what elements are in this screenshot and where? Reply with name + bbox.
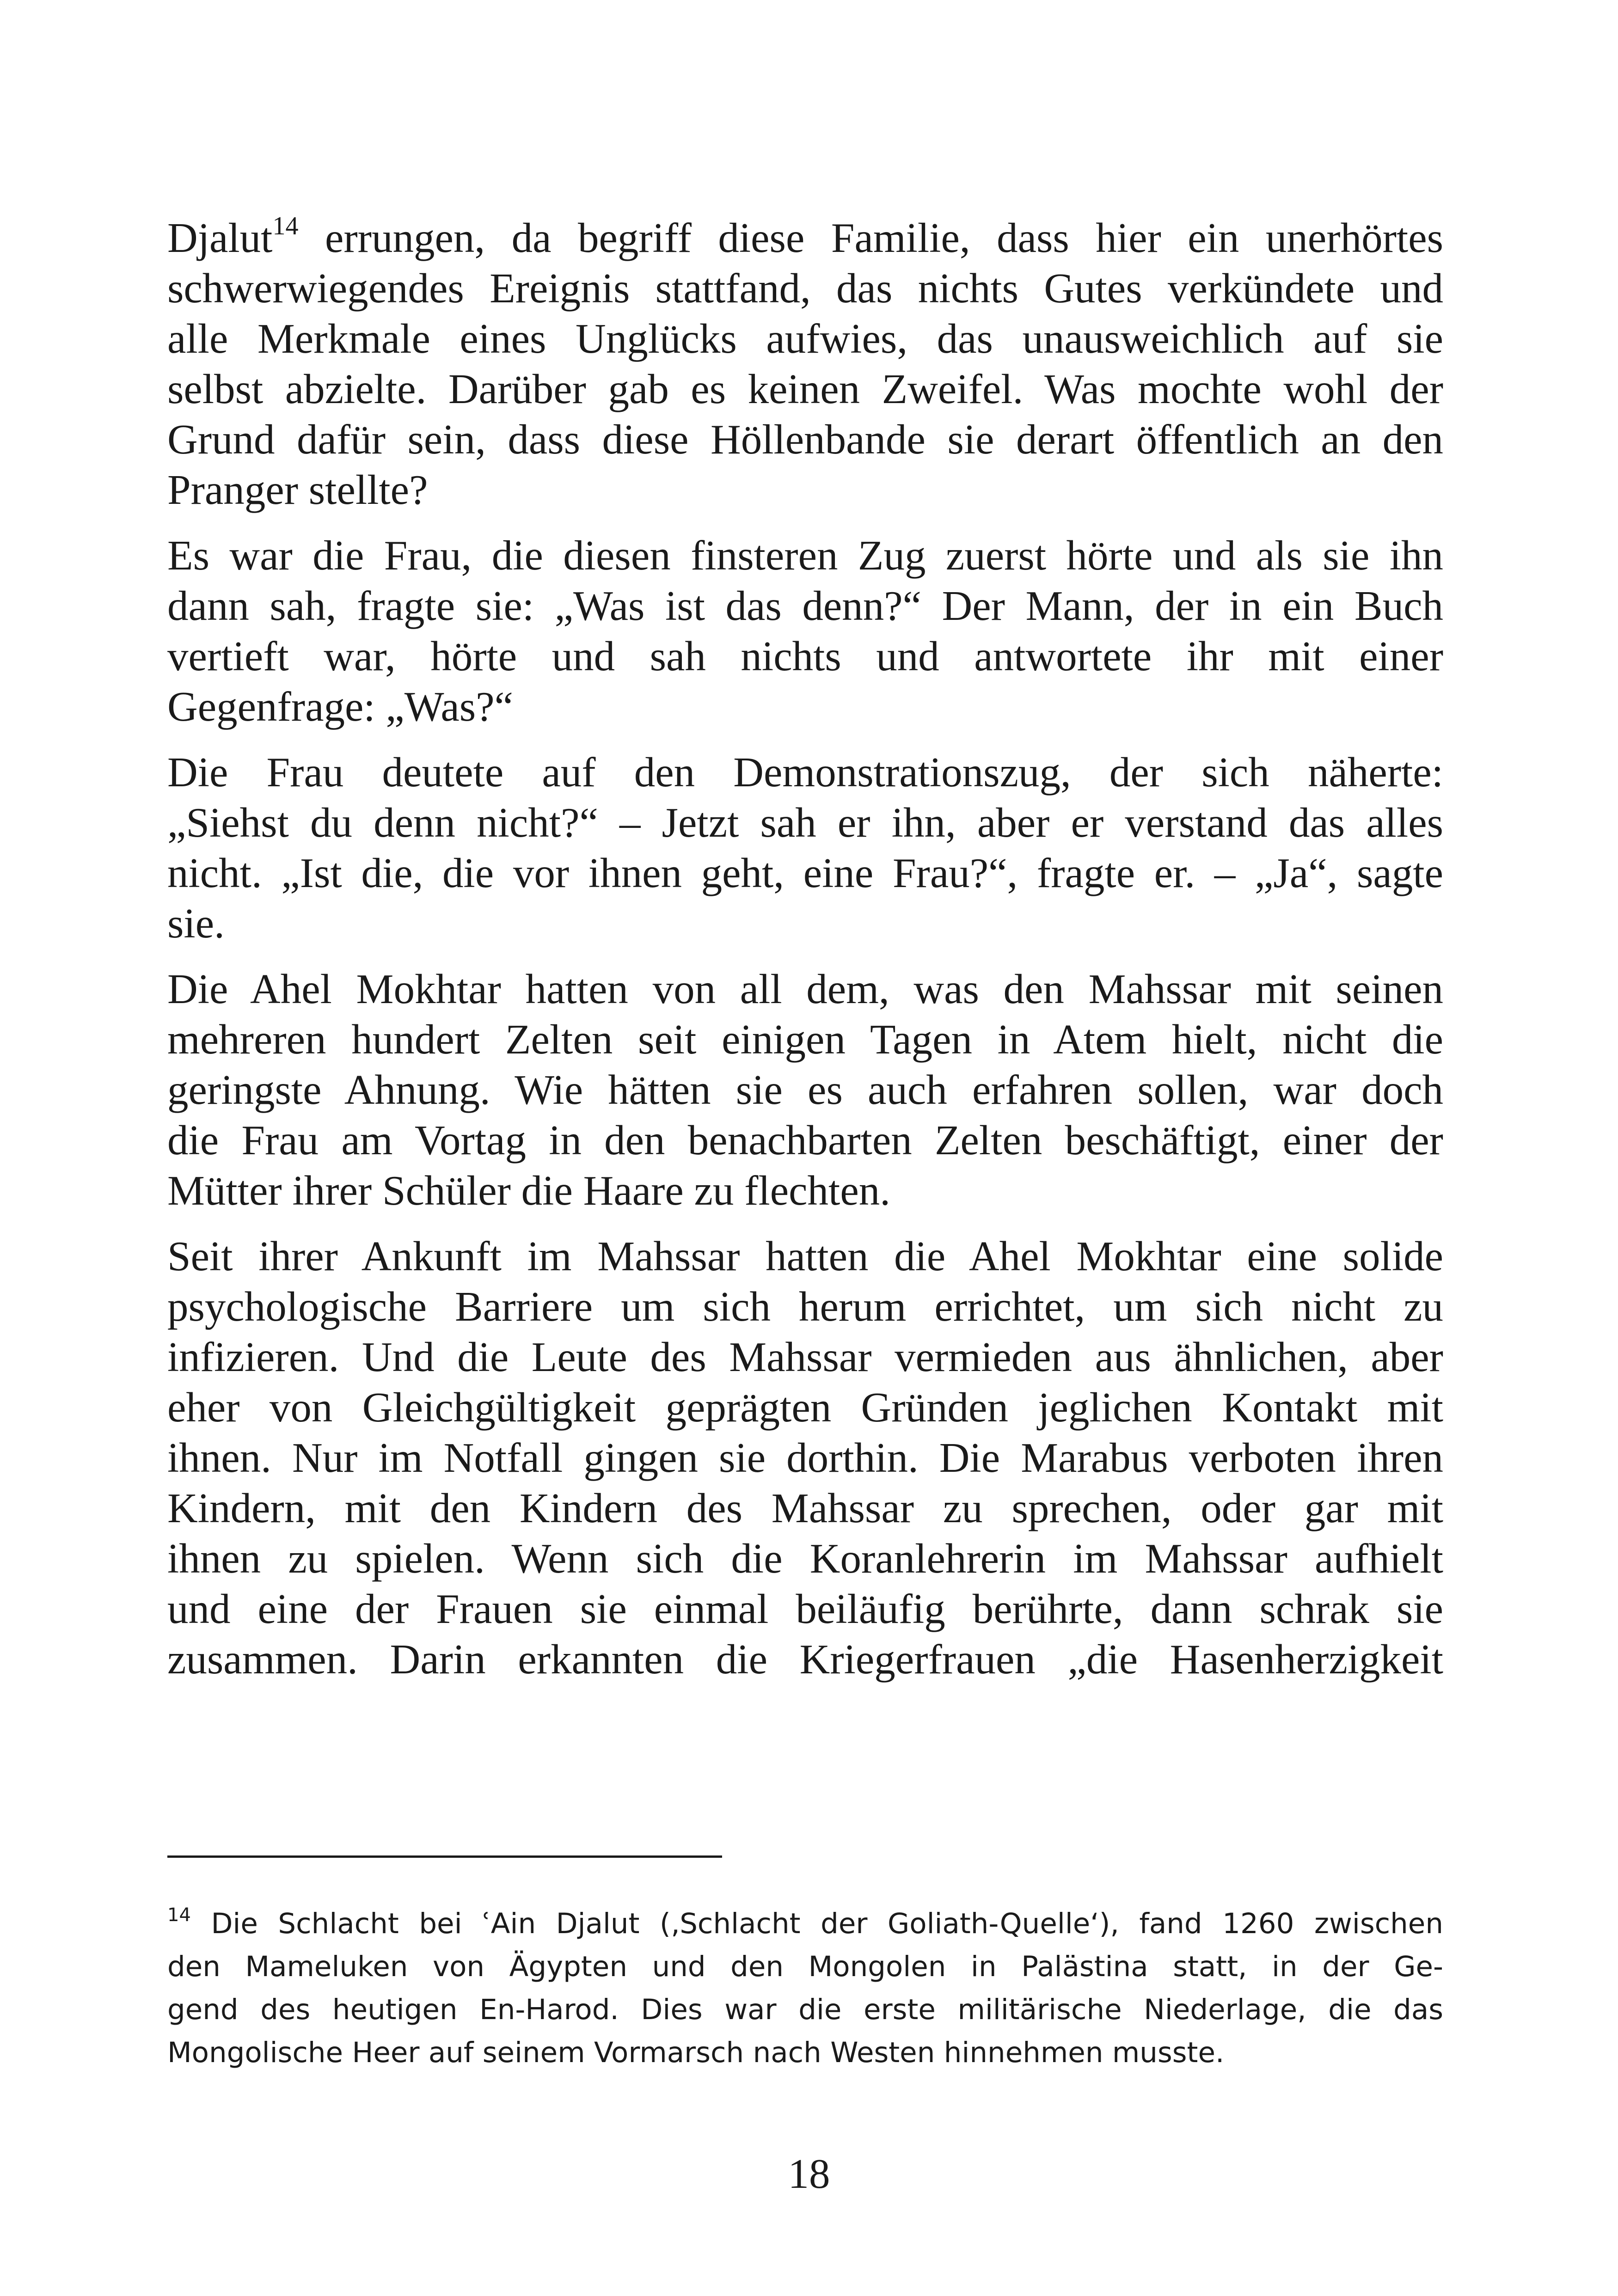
text-line: dann sah, fragte sie: „Was ist das denn?“ Der Mann, der in ein Buch [167,582,1443,629]
footnote-line: Mongolische Heer auf seinem Vormarsch nach Westen hinnehmen musste. [167,2036,1225,2069]
text-line: Mütter ihrer Schüler die Haare zu flechten. [167,1167,890,1214]
text-line: Grund dafür sein, dass diese Höllenbande sie derart öffentlich an den [167,416,1443,463]
text-line: psychologische Barriere um sich herum errichtet, um sich nicht zu [167,1283,1443,1330]
text-line: zusammen. Darin erkannten die Kriegerfrauen „die Hasenherzigkeit [167,1636,1443,1683]
text-line: selbst abzielte. Darüber gab es keinen Zweifel. Was mochte wohl der [167,366,1443,412]
text-line: ihnen zu spielen. Wenn sich die Koranlehrerin im Mahssar aufhielt [167,1535,1443,1582]
text-line: Die Ahel Mokhtar hatten von all dem, was den Mahssar mit seinen [167,966,1443,1012]
paragraph-1 [167,213,1443,515]
page-number: 18 [788,2150,830,2197]
text-line: vertieft war, hörte und sah nichts und antwortete ihr mit einer [167,633,1443,680]
text-line: ihnen. Nur im Notfall gingen sie dorthin. Die Marabus verboten ihren [167,1434,1443,1481]
text-line: Kindern, mit den Kindern des Mahssar zu sprechen, oder gar mit [167,1485,1443,1531]
text-line: alle Merkmale eines Unglücks aufwies, das unausweichlich auf sie [167,315,1443,362]
text-line: infizieren. Und die Leute des Mahssar vermieden aus ähnlichen, aber [167,1334,1443,1380]
footnote-line [167,1902,1443,1945]
paragraph-4 [167,964,1443,1216]
text-line: Gegenfrage: „Was?“ [167,683,513,730]
text-line: schwerwiegendes Ereignis stattfand, das nichts Gutes verkündete und [167,265,1443,312]
line-text: errungen, da begriff diese Familie, dass hier ein unerhörtes [298,214,1443,261]
text-line: Es war die Frau, die diesen finsteren Zug zuerst hörte und als sie ihn [167,532,1443,579]
footnote-reference[interactable]: 14 [272,212,299,240]
text-line: eher von Gleichgültigkeit geprägten Gründen jeglichen Kontakt mit [167,1384,1443,1431]
text-line: geringste Ahnung. Wie hätten sie es auch erfahren sollen, war doch [167,1066,1443,1113]
text-line: mehreren hundert Zelten seit einigen Tagen in Atem hielt, nicht die [167,1016,1443,1063]
text-line: Pranger stellte? [167,466,428,513]
text-line: und eine der Frauen sie einmal beiläufig berührte, dann schrak sie [167,1586,1443,1632]
text-line: Die Frau deutete auf den Demonstrationszug, der sich näherte: [167,749,1443,796]
text-line: nicht. „Ist die, die vor ihnen geht, eine Frau?“, fragte er. – „Ja“, sagte [167,850,1443,896]
text-line: „Siehst du denn nicht?“ – Jetzt sah er ihn, aber er verstand das alles [167,799,1443,846]
footnote-separator [167,1855,722,1858]
text-line: Seit ihrer Ankunft im Mahssar hatten die Ahel Mokhtar eine solide [167,1233,1443,1280]
word-djalut: Djalut [167,214,273,261]
text-line: sie. [167,900,225,947]
footnote-line: gend des heutigen En-Harod. Dies war die erste militärische Niederlage, die das [167,1993,1443,2026]
footnote-mark: 14 [167,1904,191,1926]
paragraph-5 [167,1231,1443,1684]
footnote-line: den Mameluken von Ägypten und den Mongolen in Palästina statt, in der Ge- [167,1950,1443,1983]
body-text [167,213,1443,1700]
text-line: die Frau am Vortag in den benachbarten Zelten beschäftigt, einer der [167,1117,1443,1163]
footnote-text: Die Schlacht bei ʿAin Djalut (‚Schlacht der Goliath-Quelle‘), fand 1260 zwischen [190,1907,1443,1940]
text-line [167,213,1443,263]
paragraph-2 [167,530,1443,732]
footnote [167,1902,1443,2074]
paragraph-3 [167,747,1443,949]
